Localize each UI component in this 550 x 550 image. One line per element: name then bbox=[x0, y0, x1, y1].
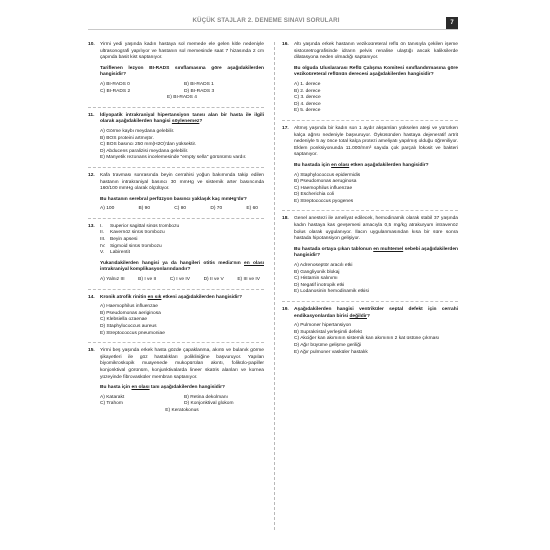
option-e[interactable]: E) Streptococcus pneumoniae bbox=[100, 330, 165, 336]
question-stem: Genel anestezi ile ameliyat edilecek, hemodinamik olarak stabil 37 yaşında kadın hastaya kas gevşemesi amacıyla 0,5 mg/kg atrakuryum intravenöz bolus olarak uygulanıyor. İlacın uygulanmasından kısa bir süre sonra hastada hipotansiyon gelişiyor. bbox=[294, 216, 458, 242]
question-separator bbox=[88, 167, 264, 168]
option-a[interactable]: A) BI-RADS 0 bbox=[100, 81, 130, 87]
option-d[interactable]: D) II ve V bbox=[203, 277, 224, 283]
question-separator bbox=[88, 218, 264, 219]
question-number: 14. bbox=[88, 294, 95, 300]
option-e[interactable]: E) Manyetik rezonans incelemesinde "empty sella" görünümü vardır. bbox=[100, 155, 247, 161]
option-d[interactable]: D) Negatif inotropik etki bbox=[294, 282, 345, 288]
question-prompt: Yukarıdakilerden hangisi ya da hangileri otitis media'nın en olası intrakraniyal komplikasyonlarındandır? bbox=[100, 260, 264, 273]
question-13 bbox=[88, 224, 264, 284]
option-e[interactable]: E) Keratokonus bbox=[165, 407, 199, 413]
question-prompt: Bu olguda Uluslararası Reflü Çalışma Komitesi sınıflandırmasına göre vezikoüreteral reflünün derecesi aşağıdakilerden hangisidir? bbox=[294, 65, 458, 78]
option-c[interactable]: C) 80 bbox=[174, 206, 187, 212]
option-b[interactable]: B) BI-RADS 1 bbox=[184, 81, 214, 87]
question-prompt: Tariflenen lezyon BI-RADS sınıflamasına göre aşağıdakilerden hangisidir? bbox=[100, 65, 264, 78]
question-stem: Yirmi yedi yaşında kadın hastaya sol memede ele gelen kitle nedeniyle ultrasonografi yapılıyor ve hastanın sol memesinde saat 7 hizasında 2 cm çapında basit kist saptanıyor. bbox=[100, 42, 264, 61]
options bbox=[100, 395, 264, 408]
question-17 bbox=[282, 126, 458, 206]
question-number: 16. bbox=[282, 42, 289, 47]
option-c[interactable]: C) BI-RADS 2 bbox=[100, 88, 131, 94]
header-title: KÜÇÜK STAJLAR 2. DENEME SINAVI SORULARI bbox=[192, 17, 340, 24]
option-a[interactable]: A) Yalnız III bbox=[100, 277, 125, 283]
question-12 bbox=[88, 173, 264, 213]
right-column bbox=[282, 42, 458, 356]
options bbox=[100, 82, 264, 95]
option-c[interactable]: C) Histamin salınımı bbox=[294, 276, 338, 282]
question-prompt: Aşağıdakilerden hangisi ventriküler septal defekt için cerrahi endikasyonlardan birisi değildir? bbox=[294, 307, 458, 319]
option-e[interactable]: E) BI-RADS 4 bbox=[167, 95, 197, 101]
option-b[interactable]: B) Gangliyonik blokaj bbox=[294, 269, 340, 275]
question-number: 19. bbox=[282, 307, 289, 312]
question-16 bbox=[282, 42, 458, 115]
question-number: 10. bbox=[88, 42, 95, 47]
question-prompt: Kronik atrofik rinitin en sık etkeni aşağıdakilerden hangisidir? bbox=[100, 294, 243, 300]
question-number: 13. bbox=[88, 223, 95, 229]
option-b[interactable]: B) Suprakristal yerleşimli defekt bbox=[294, 329, 362, 335]
question-separator bbox=[88, 342, 264, 343]
option-d[interactable]: D) Staphylococcus aureus bbox=[100, 324, 157, 329]
option-d[interactable]: D) BI-RADS 3 bbox=[184, 88, 215, 94]
option-d[interactable]: D) 70 bbox=[210, 206, 223, 212]
option-a[interactable]: A) 100 bbox=[100, 206, 115, 212]
question-15 bbox=[88, 348, 264, 414]
option-d[interactable]: D) 4. derece bbox=[294, 101, 321, 107]
option-c[interactable]: C) 3. derece bbox=[294, 95, 321, 101]
question-10 bbox=[88, 42, 264, 102]
question-number: 15. bbox=[88, 348, 95, 354]
options bbox=[100, 206, 264, 213]
option-a[interactable]: A) Staphylococcus epidermidis bbox=[294, 172, 361, 178]
option-d[interactable]: D) Ağır büyüme gelişme geriliği bbox=[294, 342, 362, 348]
roman-item: V. Labirentit bbox=[100, 250, 130, 256]
option-a[interactable]: A) Pulmoner hipertansiyon bbox=[294, 323, 352, 329]
options bbox=[100, 304, 264, 337]
option-a[interactable]: A) Adrenoseptör aracılı etki bbox=[294, 263, 353, 269]
option-c[interactable]: C) Haemophilus influenzae bbox=[294, 185, 353, 191]
question-number: 11. bbox=[88, 112, 95, 118]
option-b[interactable]: B) 90 bbox=[138, 206, 151, 212]
question-stem: Altı yaşında erkek hastanın vezikoüreteral reflü ön tanısıyla çekilen işeme sistoüretrografisinde idrarın pelvis renalise ulaştığı ancak kaliksilerde dilatasyona neden olmadığı saptanıyor. bbox=[294, 42, 458, 61]
option-d[interactable]: D) Konjonktival glokom bbox=[184, 401, 234, 407]
question-prompt: Bu hastada ortaya çıkan tablonun en muhtemel sebebi aşağıdakilerden hangisidir? bbox=[294, 246, 458, 259]
question-11 bbox=[88, 113, 264, 162]
option-c[interactable]: C) Trahom bbox=[100, 401, 123, 407]
options bbox=[100, 277, 264, 284]
option-e[interactable]: E) 60 bbox=[246, 206, 258, 212]
question-19 bbox=[282, 307, 458, 356]
question-prompt: İdiyopatik intrakraniyal hipertansiyon tanısı alan bir hasta ile ilgili olarak aşağıdakilerden hangisi söylenemez? bbox=[100, 112, 264, 125]
roman-item: I. Superior sagittal sinüs trombozu bbox=[100, 223, 180, 229]
options bbox=[294, 323, 458, 356]
option-b[interactable]: B) I ve II bbox=[138, 277, 157, 283]
option-b[interactable]: B) Retina dekolmanı bbox=[184, 394, 228, 400]
option-e[interactable]: E) Ağır pulmoner vasküler hastalık bbox=[294, 349, 368, 355]
option-b[interactable]: B) Pseudomonas aeriginosa bbox=[100, 310, 161, 316]
option-e[interactable]: E) III ve IV bbox=[237, 277, 260, 283]
options bbox=[294, 82, 458, 115]
question-14 bbox=[88, 295, 264, 338]
question-separator bbox=[282, 301, 458, 302]
column-divider bbox=[274, 42, 275, 530]
question-separator bbox=[282, 120, 458, 121]
option-c[interactable]: C) Klebsiella ozaenae bbox=[100, 317, 148, 323]
option-a[interactable]: A) Katarakt bbox=[100, 394, 125, 400]
options bbox=[294, 173, 458, 206]
option-e[interactable]: E) 5. derece bbox=[294, 108, 321, 114]
question-stem: Yirmi beş yaşında erkek hasta gözde çapaklanma, akıntı ve bulanık görme şikayetleri ile göz hastalıkları polikliniğine başvuruyor. Yapılan biyomikroskopik muayenede mukopürülan akıntı, folikülo-papiller konjonktival görünüm, konjunktivalarda lineer skatris alanları ve kornea yüzeyinde fibrovasküler membran saptanıyor. bbox=[100, 348, 264, 380]
left-column bbox=[88, 42, 264, 415]
question-18 bbox=[282, 216, 458, 296]
option-c[interactable]: C) Akciğer kan akımının sistemik kan akımının 2 kat üstüne çıkması bbox=[294, 336, 440, 342]
option-a[interactable]: A) Görme kaybı meydana gelebilir. bbox=[100, 128, 175, 134]
option-d[interactable]: D) Escherichia coli bbox=[294, 192, 335, 198]
question-stem: Kafa travması sonrasında beyin cerrahisi yoğun bakımında takip edilen hastanın intrakraniyal basıncı 30 mmHg ve sistemik arter basıncında 160/100 mmHg olarak ölçülüyor. bbox=[100, 172, 264, 192]
page-header bbox=[88, 16, 458, 32]
options bbox=[294, 263, 458, 296]
question-prompt: Bu hasta için en olası tanı aşağıdakilerden hangisidir? bbox=[100, 385, 225, 391]
question-separator bbox=[88, 289, 264, 290]
question-number: 17. bbox=[282, 125, 289, 131]
question-prompt: Bu hastada için en olası etken aşağıdakilerden hangisidir? bbox=[294, 162, 429, 168]
options bbox=[100, 129, 264, 162]
question-separator bbox=[88, 107, 264, 108]
question-number: 12. bbox=[88, 172, 95, 178]
question-prompt: Bu hastanın serebral perfüzyon basıncı yaklaşık kaç mmHg'dır? bbox=[100, 196, 247, 202]
option-a[interactable]: A) Haemophilus influenzae bbox=[100, 304, 158, 310]
question-number: 18. bbox=[282, 216, 289, 222]
roman-item: IV. Sigmoid sinüs trombozu bbox=[100, 243, 162, 249]
option-a[interactable]: A) 1. derece bbox=[294, 81, 321, 87]
option-b[interactable]: B) BOS proteini artmıştır. bbox=[100, 135, 154, 141]
option-c[interactable]: C) I ve IV bbox=[169, 277, 190, 283]
roman-list bbox=[100, 224, 264, 257]
option-b[interactable]: B) Pseudomonas aeruginosa bbox=[294, 179, 357, 185]
option-e[interactable]: E) Lodanosinin hemodinamik etkisi bbox=[294, 289, 369, 295]
option-c[interactable]: C) BOS basıncı 250 mm(H2O)'dan yüksektir. bbox=[100, 142, 197, 148]
question-stem: Altmış yaşında bir kadın son 1 aydır akşamları yükselen ateşi ve yürürken kalça ağrısı nedeniyle başvuruyor. Öyküsünden hastaya dejeneratif artrit nedeniyle 5 ay önce total kalça protezi ameliyatı yapılmış olduğu öğreniliyor. Eklem ponksiyonunda 11.000/mm³ sayıda çok parçalı lökosit ve bakteri saptanıyor. bbox=[294, 125, 458, 158]
header-rule bbox=[88, 29, 458, 30]
option-e[interactable]: E) Streptococcus pyogenes bbox=[294, 198, 354, 204]
roman-item: III. Beyin apsesi bbox=[100, 237, 138, 243]
roman-item: II. Kavernöz sinüs trombozu bbox=[100, 230, 165, 236]
question-separator bbox=[282, 210, 458, 211]
option-d[interactable]: D) Abducens paralizisi meydana gelebilir. bbox=[100, 148, 189, 154]
option-b[interactable]: B) 2. derece bbox=[294, 88, 321, 94]
page-number: 7 bbox=[446, 17, 458, 29]
